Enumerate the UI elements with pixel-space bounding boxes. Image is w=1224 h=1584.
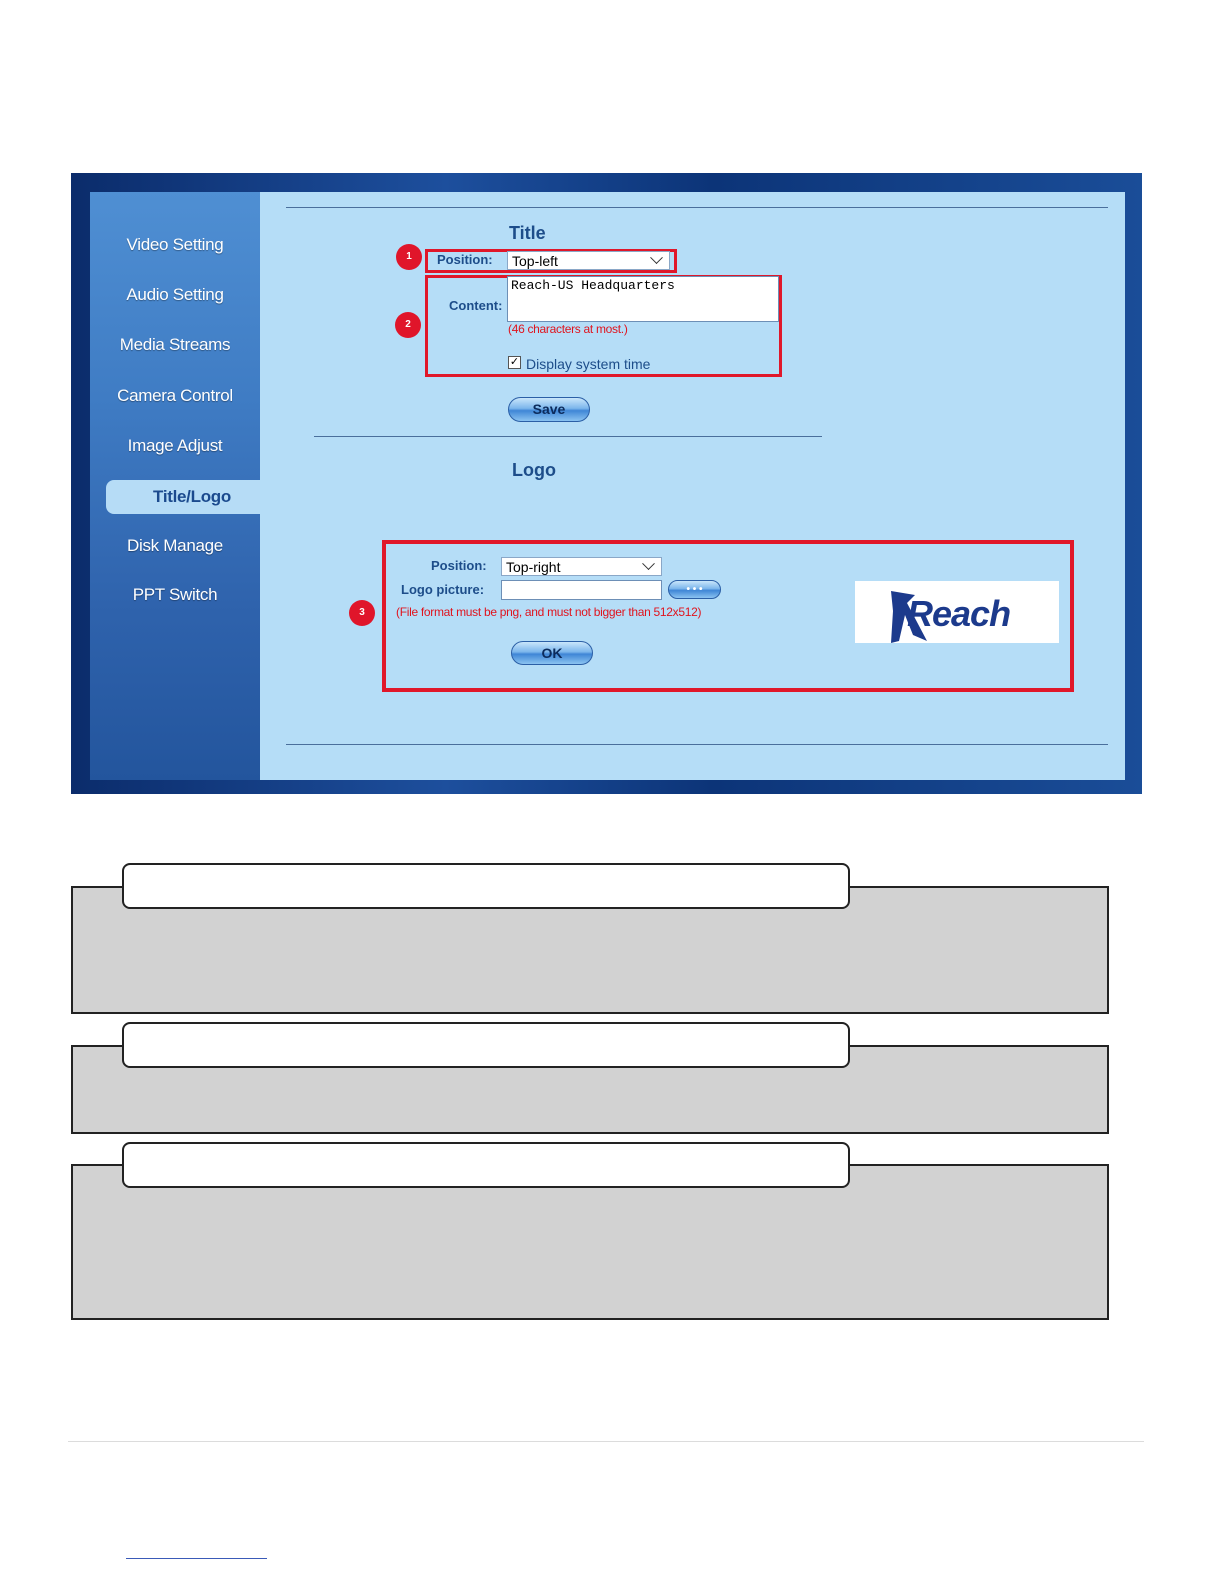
sidebar-item-disk-manage[interactable]: Disk Manage (127, 536, 223, 555)
callout-header-2 (122, 1022, 850, 1068)
ok-button[interactable]: OK (511, 641, 593, 665)
logo-picture-label: Logo picture: (401, 582, 485, 597)
file-format-note: (File format must be png, and must not bigger than 512x512) (396, 605, 702, 619)
title-position-value: Top-left (512, 253, 558, 269)
display-time-checkbox[interactable]: ✓ (509, 356, 520, 368)
logo-position-value: Top-right (506, 559, 561, 575)
callout-header-3 (122, 1142, 850, 1188)
footer-link-underline (126, 1558, 267, 1559)
title-position-select[interactable] (507, 251, 670, 270)
logo-position-label: Position: (431, 558, 487, 573)
divider-middle (314, 436, 822, 437)
save-button[interactable]: Save (508, 397, 590, 422)
logo-preview (855, 581, 1059, 643)
callout-header-1 (122, 863, 850, 909)
sidebar-item-camera-control[interactable]: Camera Control (117, 386, 233, 405)
sidebar-item-video-setting[interactable]: Video Setting (126, 235, 224, 254)
sidebar-nav (90, 192, 260, 780)
logo-preview-text: Reach (907, 593, 1011, 634)
divider-top (286, 207, 1108, 208)
annotation-badge-3: 3 (349, 600, 375, 626)
sidebar-item-image-adjust[interactable]: Image Adjust (127, 436, 223, 455)
title-content-textarea[interactable]: Reach-US Headquarters (507, 276, 779, 322)
chevron-down-icon (642, 557, 655, 570)
browse-button[interactable]: • • • (668, 580, 721, 599)
logo-section-heading: Logo (512, 460, 556, 480)
footer-divider (68, 1441, 1144, 1442)
content-label: Content: (449, 298, 503, 313)
logo-picture-input[interactable] (501, 580, 662, 600)
divider-bottom (286, 744, 1108, 745)
title-position-label: Position: (437, 252, 493, 267)
content-length-note: (46 characters at most.) (508, 322, 628, 336)
title-section-heading: Title (509, 223, 546, 243)
logo-position-select[interactable] (501, 557, 662, 576)
annotation-badge-1: 1 (396, 244, 422, 270)
annotation-badge-2: 2 (395, 312, 421, 338)
sidebar-item-media-streams[interactable]: Media Streams (119, 335, 231, 354)
display-time-label: Display system time (526, 356, 651, 372)
chevron-down-icon (650, 251, 663, 264)
sidebar-item-ppt-switch[interactable]: PPT Switch (132, 585, 218, 604)
sidebar-item-audio-setting[interactable]: Audio Setting (126, 285, 224, 304)
sidebar-item-title-logo[interactable]: Title/Logo (106, 480, 278, 514)
